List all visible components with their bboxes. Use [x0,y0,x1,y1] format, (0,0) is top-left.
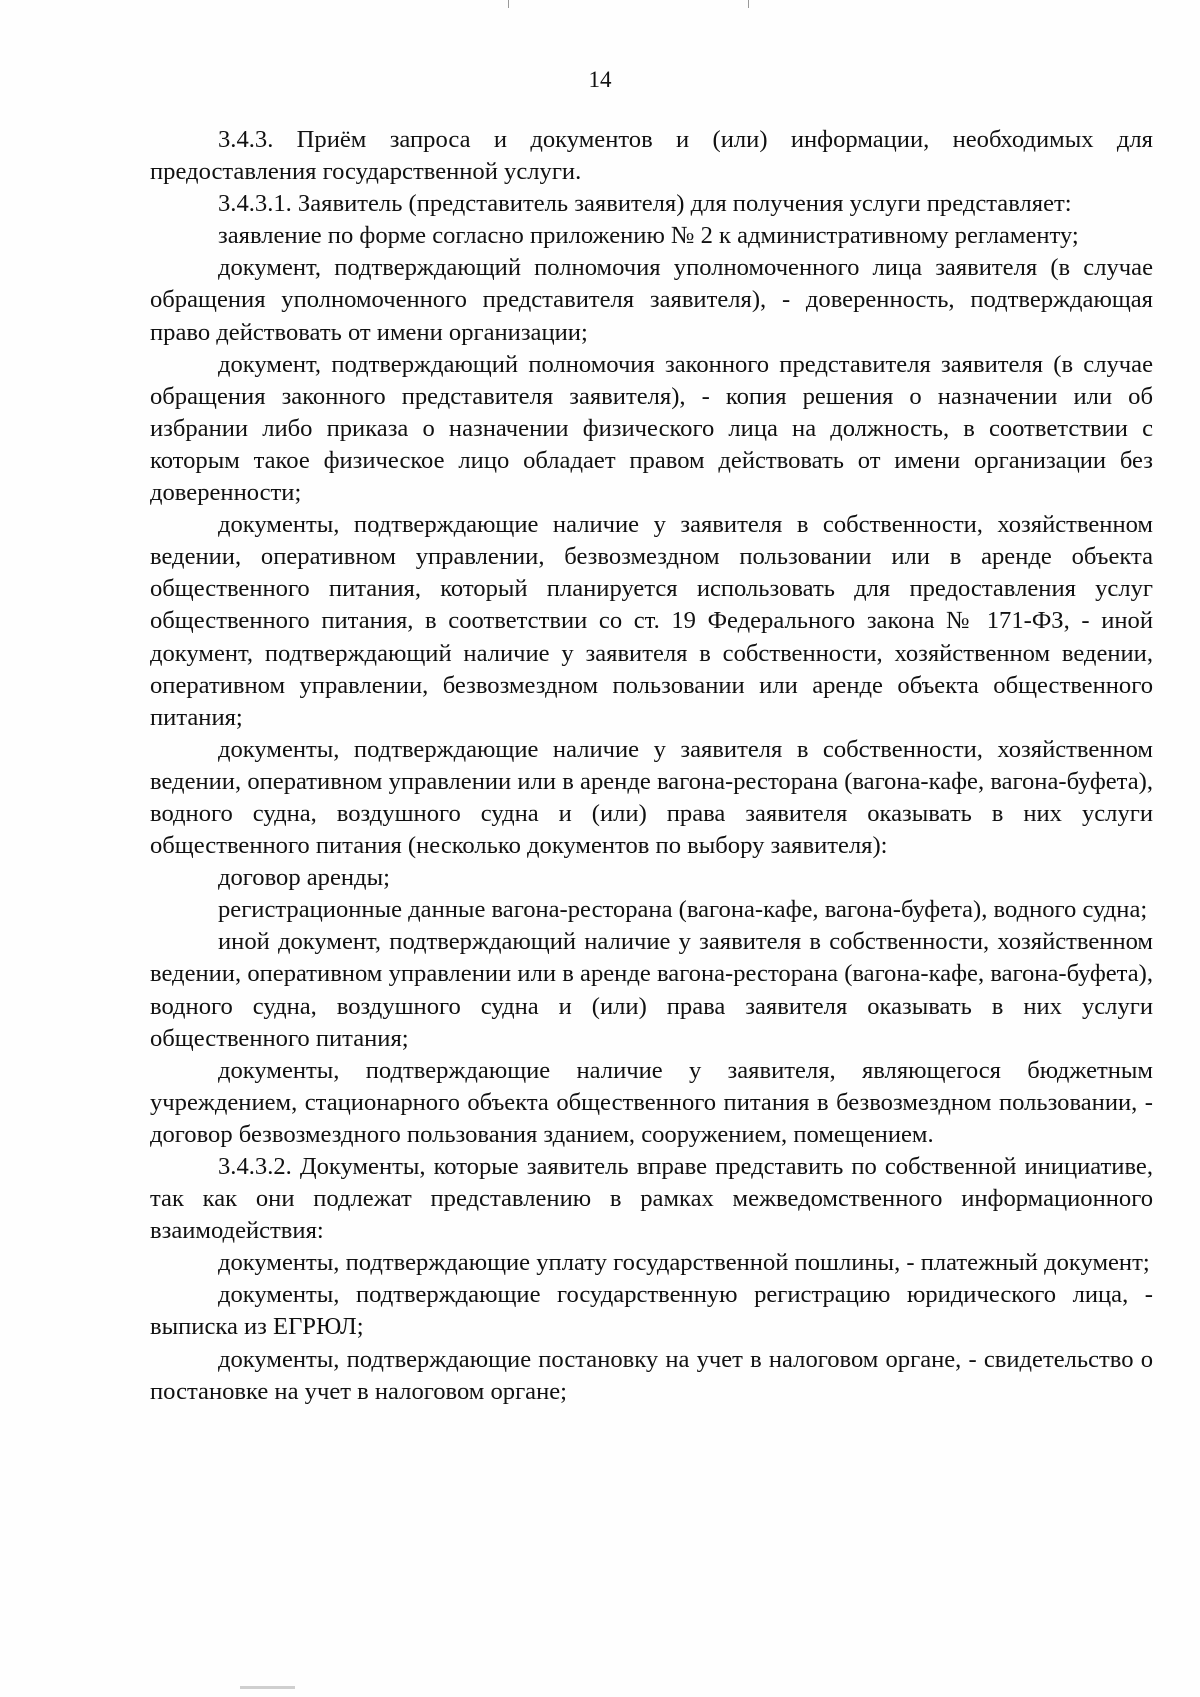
paragraph-application-form: заявление по форме согласно приложению № 2 к административному регламенту; [218,222,1079,250]
paragraph-other-document: иной документ, подтверждающий наличие у заявителя в собственности, хозяйственном ведении, оперативном управлении или в аренде вагона-ресторана (вагона-кафе, вагона-буфета), водного судна, воздушного судна и (или) права заявителя оказывать в них услуги общественного питания; [150,928,1153,1052]
scan-mark-right [748,0,749,8]
scan-mark-left [508,0,509,8]
page-number: 14 [588,67,612,92]
paragraph-catering-object-documents: документы, подтверждающие наличие у заявителя в собственности, хозяйственном ведении, оперативном управлении, безвозмездном пользовании или в аренде объекта общественного питания, который планируется использовать для предоставления услуг общественного питания, в соответствии со ст. 19 Федерального закона № 171-ФЗ, - иной документ, подтверждающий наличие у заявителя в собственности, хозяйственном ведении, оперативном управлении, безвозмездном пользовании или аренде объекта общественного питания; [150,511,1153,731]
paragraph-3-4-3-1: 3.4.3.1. Заявитель (представитель заявителя) для получения услуги представляет: [218,190,1072,218]
scan-artifact-bottom [240,1686,295,1689]
paragraph-registration-data: регистрационные данные вагона-ресторана (вагона-кафе, вагона-буфета), водного судна; [218,896,1148,924]
paragraph-tax-registration: документы, подтверждающие постановку на учет в налоговом органе, - свидетельство о постановке на учет в налоговом органе; [150,1345,1153,1405]
paragraph-legal-representative: документ, подтверждающий полномочия законного представителя заявителя (в случае обращения законного представителя заявителя), - копия решения о назначении или об избрании либо приказа о назначении физического лица на должность, в соответствии с которым такое физическое лицо обладает правом действовать от имени организации без доверенности; [150,350,1153,507]
document-body [150,124,1153,1408]
paragraph-transport-documents: документы, подтверждающие наличие у заявителя в собственности, хозяйственном ведении, оперативном управлении или в аренде вагона-ресторана (вагона-кафе, вагона-буфета), водного судна, воздушного судна и (или) права заявителя оказывать в них услуги общественного питания (несколько документов по выбору заявителя): [150,735,1153,860]
paragraph-egrul-extract: документы, подтверждающие государственную регистрацию юридического лица, - выписка из ЕГРЮЛ; [150,1281,1153,1341]
paragraph-3-4-3: 3.4.3. Приём запроса и документов и (или) информации, необходимых для предоставления государственной услуги. [150,126,1153,186]
paragraph-3-4-3-2: 3.4.3.2. Документы, которые заявитель вправе представить по собственной инициативе, так как они подлежат представлению в рамках межведомственного информационного взаимодействия: [150,1153,1153,1245]
paragraph-authorized-representative: документ, подтверждающий полномочия уполномоченного лица заявителя (в случае обращения уполномоченного представителя заявителя), - доверенность, подтверждающая право действовать от имени организации; [150,254,1153,346]
paragraph-budget-institution: документы, подтверждающие наличие у заявителя, являющегося бюджетным учреждением, стационарного объекта общественного питания в безвозмездном пользовании, - договор безвозмездного пользования зданием, сооружением, помещением. [150,1056,1153,1148]
paragraph-lease-agreement: договор аренды; [218,864,390,892]
paragraph-state-fee: документы, подтверждающие уплату государственной пошлины, - платежный документ; [218,1249,1150,1277]
